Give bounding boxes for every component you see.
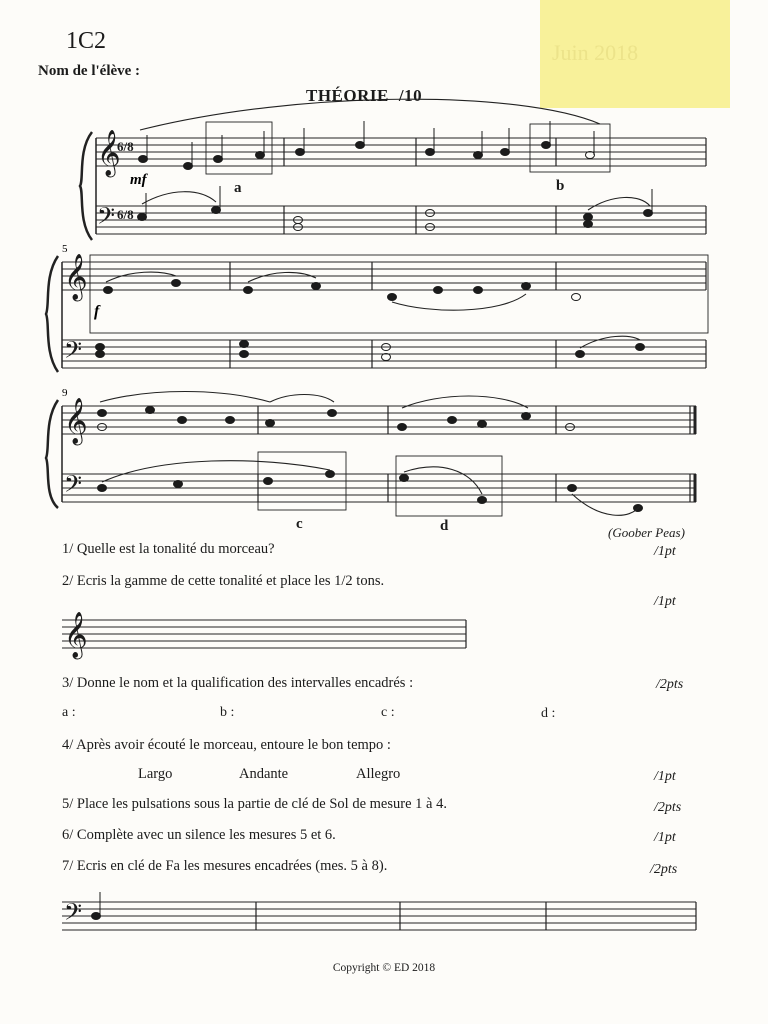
interval-boxes bbox=[90, 122, 708, 516]
question-2-points: /1pt bbox=[654, 594, 676, 609]
dynamic-marking: f bbox=[94, 303, 100, 320]
treble-clef-icon: 𝄞 bbox=[64, 612, 88, 658]
question-1: 1/ Quelle est la tonalité du morceau? bbox=[62, 541, 275, 557]
box-label-b: b bbox=[556, 178, 565, 194]
question-6: 6/ Complète avec un silence les mesures 5 et 6. bbox=[62, 827, 336, 843]
question-4: 4/ Après avoir écouté le morceau, entoure le bon tempo : bbox=[62, 737, 391, 753]
box-label-c: c bbox=[296, 516, 303, 532]
question-5-points: /2pts bbox=[654, 800, 682, 815]
question-4-points: /1pt bbox=[654, 769, 676, 784]
box-label-d: d bbox=[440, 518, 449, 534]
question-5: 5/ Place les pulsations sous la partie de clé de Sol de mesure 1 à 4. bbox=[62, 796, 447, 812]
measure-number: 5 bbox=[62, 243, 68, 255]
answer-c-label[interactable]: c : bbox=[381, 705, 395, 720]
copyright: Copyright © ED 2018 bbox=[332, 962, 436, 974]
dynamic-marking: mf bbox=[130, 172, 147, 188]
answer-b-label[interactable]: b : bbox=[220, 705, 235, 720]
system-3-treble-staff bbox=[62, 406, 696, 434]
treble-clef-icon: 𝄞 bbox=[64, 254, 88, 300]
question-7-points: /2pts bbox=[650, 862, 678, 877]
question-3-points: /2pts bbox=[656, 677, 684, 692]
title-text: THÉORIE bbox=[306, 86, 389, 105]
time-signature: 6/8 bbox=[117, 207, 134, 222]
bass-clef-icon: 𝄢 bbox=[97, 202, 116, 235]
system-1-treble-staff bbox=[96, 138, 706, 166]
tempo-option-allegro[interactable]: Allegro bbox=[356, 766, 401, 782]
title-score: /10 bbox=[398, 86, 423, 105]
slurs bbox=[100, 99, 650, 515]
exercise-bass-staff bbox=[62, 902, 696, 930]
sticky-note-text: Juin 2018 bbox=[552, 40, 639, 65]
answer-d-label[interactable]: d : bbox=[541, 706, 556, 721]
box-label-a: a bbox=[234, 180, 242, 196]
level-label: 1C2 bbox=[66, 28, 107, 54]
tempo-option-largo[interactable]: Largo bbox=[138, 766, 173, 782]
question-6-points: /1pt bbox=[654, 830, 676, 845]
system-1-bass-staff bbox=[96, 206, 706, 234]
bass-clef-icon: 𝄢 bbox=[64, 470, 83, 503]
treble-clef-icon: 𝄞 bbox=[64, 398, 88, 444]
student-name-label: Nom de l'élève : bbox=[38, 63, 141, 79]
question-1-points: /1pt bbox=[654, 544, 676, 559]
treble-clef-icon: 𝄞 bbox=[97, 130, 121, 176]
system-3-bass-staff bbox=[62, 474, 696, 502]
time-signature: 6/8 bbox=[117, 139, 134, 154]
braces bbox=[46, 132, 96, 508]
bass-clef-icon: 𝄢 bbox=[64, 898, 83, 931]
piece-credit: (Goober Peas) bbox=[608, 525, 685, 540]
answer-a-label[interactable]: a : bbox=[62, 705, 76, 720]
measure-number: 9 bbox=[62, 387, 68, 399]
question-3: 3/ Donne le nom et la qualification des intervalles encadrés : bbox=[62, 675, 414, 691]
system-2-treble-staff bbox=[62, 262, 706, 290]
tempo-option-andante[interactable]: Andante bbox=[239, 766, 289, 782]
bass-clef-icon: 𝄢 bbox=[64, 336, 83, 369]
question-7: 7/ Ecris en clé de Fa les mesures encadrées (mes. 5 à 8). bbox=[62, 858, 388, 874]
exercise-treble-staff bbox=[62, 620, 466, 648]
question-2: 2/ Ecris la gamme de cette tonalité et place les 1/2 tons. bbox=[62, 573, 385, 589]
